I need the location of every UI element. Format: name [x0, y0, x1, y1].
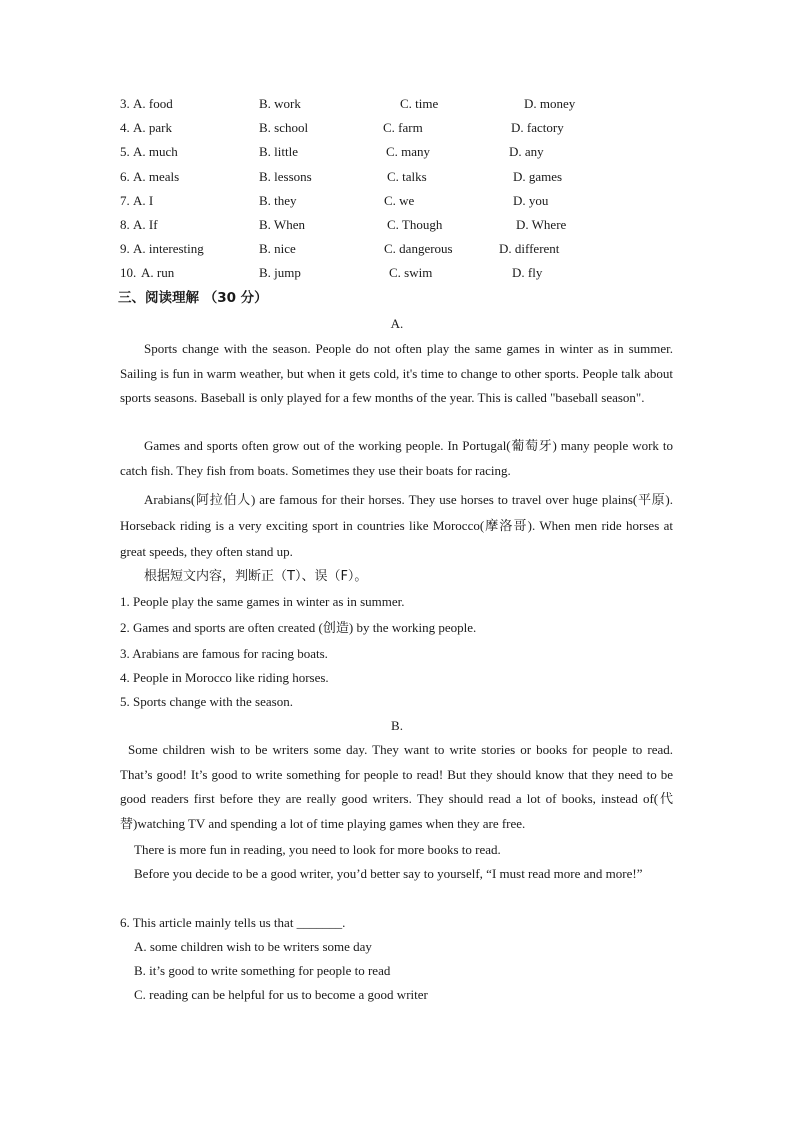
option-c: C. talks: [387, 169, 427, 184]
option-a: A. If: [133, 217, 158, 232]
option-number: 5.: [120, 144, 130, 159]
cloze-option-row: [120, 140, 680, 164]
option-a: A. meals: [133, 169, 180, 184]
option-b: B. jump: [259, 265, 301, 280]
passage-b-paragraph-3: Before you decide to be a good writer, you’d better say to yourself, “I must read more and more!”: [134, 866, 643, 881]
section-title: 三、阅读理解 （30 分）: [118, 290, 268, 306]
passage-b-paragraph-2: There is more fun in reading, you need to look for more books to read.: [134, 842, 501, 857]
statement-1: 1. People play the same games in winter as in summer.: [120, 594, 405, 609]
option-a: A. interesting: [133, 241, 204, 256]
option-c: C. dangerous: [384, 241, 453, 256]
cloze-option-row: [120, 92, 680, 116]
option-number: 3.: [120, 96, 130, 111]
option-a: A. run: [141, 265, 175, 280]
option-b: B. lessons: [259, 169, 312, 184]
question-6: 6. This article mainly tells us that _______.: [120, 915, 346, 930]
statement-4: 4. People in Morocco like riding horses.: [120, 670, 329, 685]
option-b: B. nice: [259, 241, 296, 256]
passage-b-paragraph-1: Some children wish to be writers some day. They want to write stories or books for people to read. That’s good! It’s good to write something for people to read! But they should know that they need to be good readers first before they are really good writers. They should read a lot of books, instead of(代替)watching TV and spending a lot of time playing games when they are free.: [120, 742, 673, 831]
question-6-choice-a: A. some children wish to be writers some day: [134, 939, 372, 954]
cloze-option-row: [120, 116, 680, 140]
cloze-option-row: [120, 189, 680, 213]
question-6-choice-c: C. reading can be helpful for us to become a good writer: [134, 987, 428, 1002]
passage-a-paragraph-1: Sports change with the season. People do not often play the same games in winter as in summer. Sailing is fun in warm weather, but when it gets cold, it's time to change to other sports. People talk about sports seasons. Baseball is only played for a few months of the year. This is called "baseball season".: [120, 341, 673, 406]
question-6-choice-b: B. it’s good to write something for people to read: [134, 963, 391, 978]
option-d: D. factory: [511, 120, 564, 135]
option-b: B. they: [259, 193, 297, 208]
option-number: 7.: [120, 193, 130, 208]
option-c: C. swim: [389, 265, 433, 280]
option-c: C. Though: [387, 217, 443, 232]
passage-a-paragraph-3: Arabians(阿拉伯人) are famous for their horses. They use horses to travel over huge plains(平原). Horseback riding is a very exciting sport in countries like Morocco(摩洛哥). When men ride horses at great speeds, they often stand up.: [120, 492, 673, 559]
option-d: D. money: [524, 96, 576, 111]
cloze-option-row: [120, 261, 680, 285]
cloze-option-row: [120, 213, 680, 237]
option-d: D. Where: [516, 217, 567, 232]
option-a: A. I: [133, 193, 154, 208]
option-c: C. time: [400, 96, 439, 111]
option-a: A. park: [133, 120, 172, 135]
option-d: D. different: [499, 241, 560, 256]
cloze-option-row: [120, 165, 680, 189]
passage-b-label: B.: [391, 718, 403, 733]
option-d: D. fly: [512, 265, 543, 280]
option-number: 10.: [120, 265, 137, 280]
option-c: C. farm: [383, 120, 423, 135]
option-c: C. we: [384, 193, 415, 208]
true-false-instruction: 根据短文内容，判断正（T）、误（F）。: [144, 569, 368, 584]
option-b: B. school: [259, 120, 309, 135]
passage-a-paragraph-2: Games and sports often grow out of the working people. In Portugal(葡萄牙) many people work to catch fish. They fish from boats. Sometimes they use their boats for racing.: [120, 438, 673, 478]
option-number: 6.: [120, 169, 130, 184]
option-d: D. games: [513, 169, 563, 184]
cloze-option-row: [120, 237, 680, 261]
statement-2: 2. Games and sports are often created (创造) by the working people.: [120, 620, 477, 635]
option-a: A. food: [133, 96, 173, 111]
option-b: B. When: [259, 217, 305, 232]
statement-3: 3. Arabians are famous for racing boats.: [120, 646, 328, 661]
option-c: C. many: [386, 144, 431, 159]
option-number: 4.: [120, 120, 130, 135]
option-d: D. any: [509, 144, 544, 159]
statement-5: 5. Sports change with the season.: [120, 694, 293, 709]
passage-a-label: A.: [390, 316, 404, 331]
option-d: D. you: [513, 193, 549, 208]
option-a: A. much: [133, 144, 178, 159]
option-number: 8.: [120, 217, 130, 232]
option-number: 9.: [120, 241, 130, 256]
option-b: B. work: [259, 96, 301, 111]
option-b: B. little: [259, 144, 298, 159]
